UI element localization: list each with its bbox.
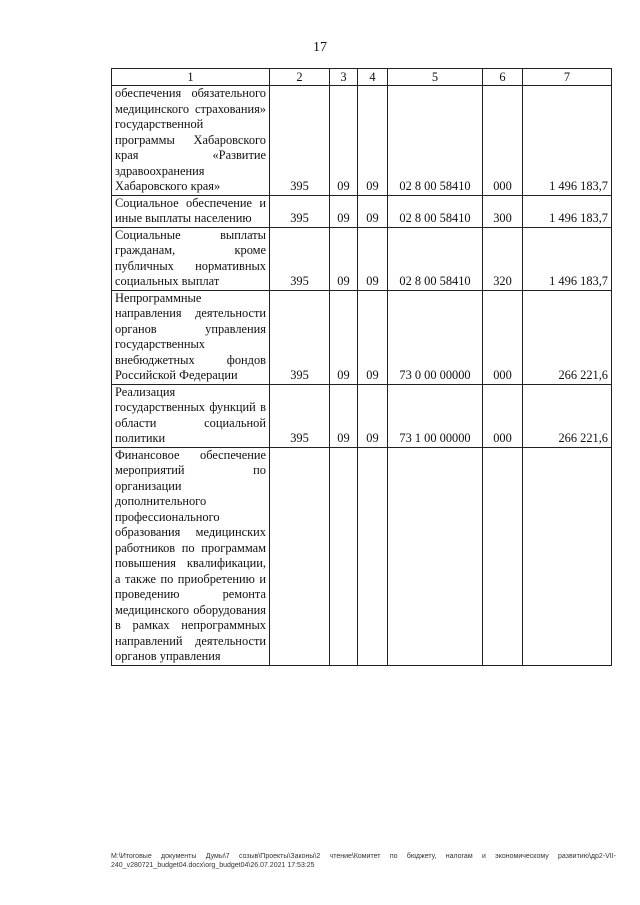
row-section: 09	[330, 227, 358, 290]
row-section	[330, 447, 358, 665]
row-amount: 1 496 183,7	[523, 227, 612, 290]
row-target-article: 73 0 00 00000	[388, 290, 483, 384]
row-subsection	[358, 447, 388, 665]
row-expense-type	[483, 447, 523, 665]
table-row	[112, 384, 612, 447]
header-col-3: 3	[330, 69, 358, 86]
row-subsection: 09	[358, 290, 388, 384]
header-col-5: 5	[388, 69, 483, 86]
row-ministry-code: 395	[270, 290, 330, 384]
row-section: 09	[330, 384, 358, 447]
row-amount: 266 221,6	[523, 290, 612, 384]
row-ministry-code: 395	[270, 195, 330, 227]
table-row	[112, 227, 612, 290]
page-number: 17	[313, 40, 327, 55]
row-expense-type: 320	[483, 227, 523, 290]
row-ministry-code	[270, 447, 330, 665]
table-row	[112, 86, 612, 196]
row-target-article: 02 8 00 58410	[388, 227, 483, 290]
table-row	[112, 195, 612, 227]
row-amount: 266 221,6	[523, 384, 612, 447]
row-amount	[523, 447, 612, 665]
row-section: 09	[330, 290, 358, 384]
row-name: Социальные выплаты гражданам, кроме публичных нормативных социальных выплат	[112, 227, 270, 290]
header-col-1: 1	[112, 69, 270, 86]
row-target-article: 02 8 00 58410	[388, 195, 483, 227]
row-ministry-code: 395	[270, 384, 330, 447]
row-amount: 1 496 183,7	[523, 195, 612, 227]
row-subsection: 09	[358, 227, 388, 290]
row-target-article: 02 8 00 58410	[388, 86, 483, 196]
row-subsection: 09	[358, 384, 388, 447]
row-expense-type: 000	[483, 86, 523, 196]
row-ministry-code: 395	[270, 86, 330, 196]
row-expense-type: 300	[483, 195, 523, 227]
document-path-footer: M:\Итоговые документы Думы\7 созыв\Проекты\Законы\2 чтение\Комитет по бюджету, налогам и экономическому развитию\др2-VII-240_v280721_budget04.docx\org_budget04\26.07.2021 17:53:25	[111, 853, 616, 869]
budget-table	[111, 68, 612, 666]
header-row	[112, 69, 612, 86]
row-subsection: 09	[358, 195, 388, 227]
row-amount: 1 496 183,7	[523, 86, 612, 196]
header-col-7: 7	[523, 69, 612, 86]
header-col-2: 2	[270, 69, 330, 86]
table-row	[112, 447, 612, 665]
row-name: Реализация государственных функций в области социальной политики	[112, 384, 270, 447]
header-col-6: 6	[483, 69, 523, 86]
row-expense-type: 000	[483, 384, 523, 447]
row-ministry-code: 395	[270, 227, 330, 290]
header-col-4: 4	[358, 69, 388, 86]
row-target-article	[388, 447, 483, 665]
row-target-article: 73 1 00 00000	[388, 384, 483, 447]
row-section: 09	[330, 86, 358, 196]
row-subsection: 09	[358, 86, 388, 196]
row-name: Социальное обеспечение и иные выплаты населению	[112, 195, 270, 227]
row-expense-type: 000	[483, 290, 523, 384]
row-section: 09	[330, 195, 358, 227]
table-row	[112, 290, 612, 384]
row-name: Непрограммные направления деятельности органов управления государственных внебюджетных фондов Российской Федерации	[112, 290, 270, 384]
row-name: Финансовое обеспечение мероприятий по организации дополнительного профессионального образования медицинских работников по программам повышения квалификации, а также по приобретению и проведению ремонта медицинского оборудования в рамках непрограммных направлений деятельности органов управления	[112, 447, 270, 665]
row-name: обеспечения обязательного медицинского страхования» государственной программы Хабаровского края «Развитие здравоохранения Хабаровского края»	[112, 86, 270, 196]
